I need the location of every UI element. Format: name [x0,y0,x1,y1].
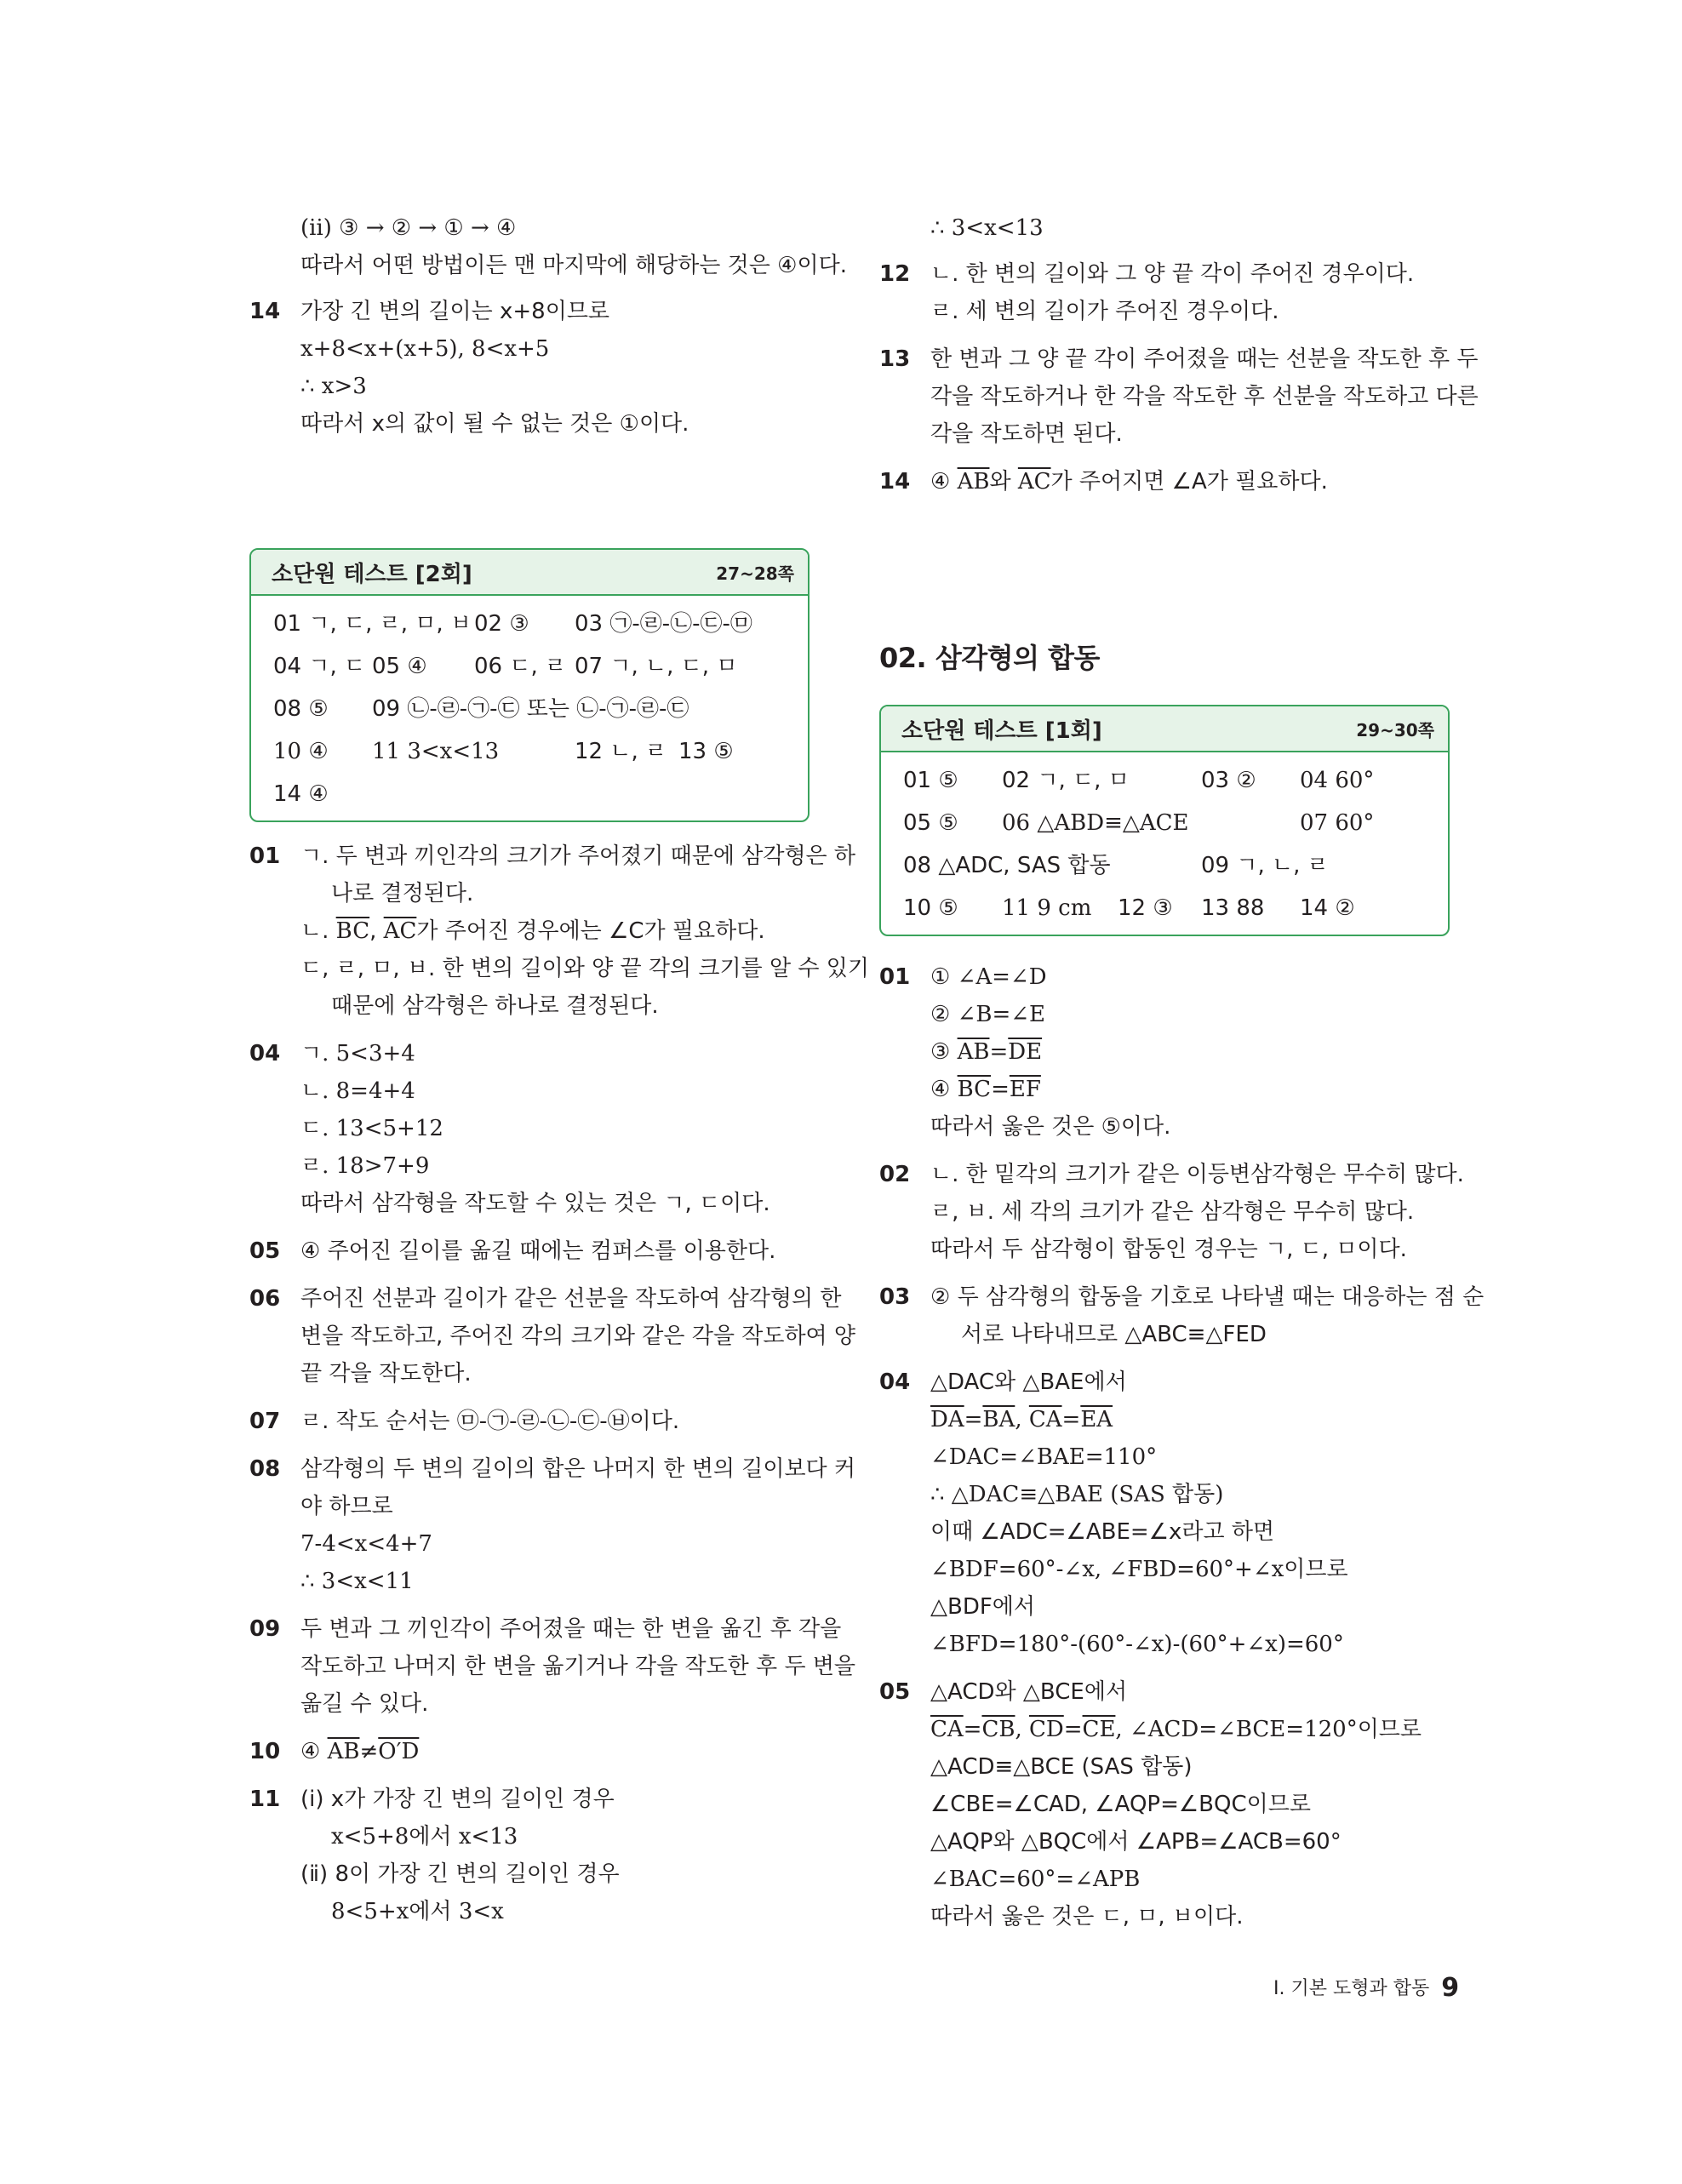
answer-row [903,887,1426,929]
item-number: 13 [879,346,911,372]
text-line: 서로 나타내므로 △ABC≡△FED [961,1322,1267,1347]
text-line: ㄷ, ㄹ, ㅁ, ㅂ. 한 변의 길이와 양 끝 각의 크기를 알 수 있기 [300,956,869,981]
text-line: 따라서 삼각형을 작도할 수 있는 것은 ㄱ, ㄷ이다. [300,1191,770,1216]
text-line: △ACD≡△BCE (SAS 합동) [930,1754,1193,1780]
text-line: 야 하므로 [300,1494,393,1519]
item-number: 14 [879,469,911,495]
item-number: 02 [879,1162,911,1187]
text-line: ㄹ. 작도 순서는 ㉤-㉠-㉣-㉡-㉢-㉥이다. [300,1409,680,1434]
text-line: 따라서 어떤 방법이든 맨 마지막에 해당하는 것은 ④이다. [300,253,847,278]
text-line: ④ $\overline{BC}=\overline{EF}$ [930,1077,1041,1102]
text-line: ㄹ. 18>7+9 [300,1153,430,1179]
text-line: (ⅱ) ③ → ② → ① → ④ [300,215,517,241]
text-line: △DAC와 △BAE에서 [930,1369,1127,1395]
answer-item-06 [249,1280,856,1392]
answer-row [273,773,786,815]
text-line: 따라서 옳은 것은 ⑤이다. [930,1114,1171,1140]
text-line: 각을 작도하면 된다. [930,421,1123,447]
answer-cell: 05 ⑤ [903,810,958,836]
text-line: 이때 ∠ADC=∠ABE=∠x라고 하면 [930,1519,1275,1545]
text-line: ∠DAC=∠BAE=110° [930,1444,1158,1470]
item-number: 05 [879,1679,911,1705]
answer-item-05 [879,1673,1475,1935]
item-number: 04 [879,1369,911,1395]
text-line: ∴ x>3 [300,374,367,399]
answer-row [903,844,1426,887]
answer-cell: 07 ㄱ, ㄴ, ㄷ, ㅁ [575,654,738,679]
answer-cell: 08 ⑤ [273,696,329,722]
answer-cell: 14 ④ [273,781,329,807]
text-line: ∠BFD=180°-(60°-∠x)-(60°+∠x)=60° [930,1632,1344,1657]
answer-cell: 09 ㉡-㉣-㉠-㉢ 또는 ㉡-㉠-㉣-㉢ [372,696,689,722]
answer-item-14 [879,463,1475,500]
text-line: ㄱ. 5<3+4 [300,1041,415,1066]
text-line: 8<5+x에서 3<x [331,1899,504,1924]
text-line: ㄴ. 8=4+4 [300,1078,415,1104]
answer-box-header [881,706,1448,752]
answer-cell: 09 ㄱ, ㄴ, ㄹ [1201,853,1329,878]
text-line: 한 변과 그 양 끝 각이 주어졌을 때는 선분을 작도한 후 두 [930,346,1479,372]
answer-item-04 [249,1035,845,1222]
item-number: 05 [249,1238,281,1264]
answer-item-05 [249,1232,845,1270]
text-line: ④ $\overline{AB}\ne O'D$ [300,1739,420,1764]
answer-cell: 11 3<x<13 [372,739,500,764]
answer-box-body [251,596,808,820]
text-line: 주어진 선분과 길이가 같은 선분을 작도하여 삼각형의 한 [300,1286,842,1312]
item-number: 09 [249,1616,281,1642]
answer-row [273,688,786,730]
text-line: ∴ △DAC≡△BAE (SAS 합동) [930,1482,1224,1507]
answer-item-08 [249,1450,856,1600]
answer-cell: 04 60° [1300,768,1375,793]
text-line: ㄴ. 한 밑각의 크기가 같은 이등변삼각형은 무수히 많다. [930,1162,1464,1187]
left-column [249,209,869,1924]
answer-cell: 04 ㄱ, ㄷ [273,654,366,679]
text-line: 때문에 삼각형은 하나로 결정된다. [331,993,659,1019]
text-line: 나로 결정된다. [331,881,474,906]
answer-cell: 10 ④ [273,739,329,764]
answer-cell: 03 ② [1201,768,1256,793]
text-line: 두 변과 그 끼인각이 주어졌을 때는 한 변을 옮긴 후 각을 [300,1616,842,1642]
text-line: ④ $\overline{AB}$와 $\overline{AC}$가 주어지면 ∠A가 필요하다. [930,469,1328,495]
answer-box-title: 소단원 테스트 [2회] [272,561,472,587]
text-line: 가장 긴 변의 길이는 x+8이므로 [300,299,610,324]
item-number: 10 [249,1739,281,1764]
text-line: △ACD와 △BCE에서 [930,1679,1128,1705]
answer-cell: 01 ㄱ, ㄷ, ㄹ, ㅁ, ㅂ [273,611,472,637]
answer-item-01 [879,958,1475,1146]
text-line: ∴ 3<x<13 [930,215,1044,241]
text-line: ㄹ, ㅂ. 세 각의 크기가 같은 삼각형은 무수히 많다. [930,1199,1415,1225]
item-number: 12 [879,261,911,287]
answer-item-01 [249,838,869,1025]
answer-cell: 05 ④ [372,654,427,679]
answer-box-body [881,752,1448,935]
text-line: ㄷ. 13<5+12 [300,1116,443,1141]
answer-cell: 02 ㄱ, ㄷ, ㅁ [1002,768,1130,793]
answer-cell: 06 △ABD≡△ACE [1002,810,1189,836]
text-line: $\overline{CA}=\overline{CB}$, $\overline{CD}=\overline{CE}$, ∠ACD=∠BCE=120°이므로 [930,1717,1422,1742]
answer-item-14 [249,293,845,443]
answer-cell: 01 ⑤ [903,768,958,793]
text-line: 따라서 x의 값이 될 수 없는 것은 ①이다. [300,411,689,437]
answer-item-07 [249,1403,845,1440]
text-line: △AQP와 △BQC에서 ∠APB=∠ACB=60° [930,1829,1342,1855]
answer-cell: 07 60° [1300,810,1375,836]
item-number: 14 [249,299,281,324]
item-number: 06 [249,1286,281,1312]
answer-row [273,603,786,645]
answer-item-02 [879,1156,1475,1268]
answer-cell: 13 88 [1201,895,1265,921]
answer-box-pages: 27~28쪽 [716,563,794,584]
text-line: ㄴ. $\overline{BC}$, $\overline{AC}$가 주어진 경우에는 ∠C가 필요하다. [300,918,765,944]
answer-box-2nd [249,548,810,822]
text-line: (ⅱ) 8이 가장 긴 변의 길이인 경우 [300,1861,620,1887]
item-number: 11 [249,1787,281,1812]
answer-cell: 03 ㉠-㉣-㉡-㉢-㉤ [575,611,752,637]
text-line: ② 두 삼각형의 합동을 기호로 나타낼 때는 대응하는 점 순 [930,1284,1485,1310]
answer-cell: 12 ③ [1118,895,1173,921]
item-number: 03 [879,1284,911,1310]
item-number: 04 [249,1041,281,1066]
answer-item-13 [879,340,1479,453]
answer-cell: 13 ⑤ [678,739,734,764]
text-line: $\overline{DA}=\overline{BA}$, $\overline{CA}=\overline{EA}$ [930,1407,1113,1432]
section-title: 02. 삼각형의 합동 [879,642,1100,674]
text-line: ④ 주어진 길이를 옮길 때에는 컴퍼스를 이용한다. [300,1238,776,1264]
answer-row [273,730,786,773]
answer-item-10 [249,1733,845,1770]
text-line: ∠BAC=60°=∠APB [930,1867,1141,1892]
answer-cell: 06 ㄷ, ㄹ [474,654,567,679]
text-line: (ⅰ) x가 가장 긴 변의 길이인 경우 [300,1787,615,1812]
item-number: 01 [249,843,281,869]
item-number: 07 [249,1409,281,1434]
answer-cell: 12 ㄴ, ㄹ [575,739,667,764]
page-number: 9 [1441,1973,1460,2003]
answer-cell: 02 ③ [474,611,529,637]
page-footer [1273,1971,1459,2006]
text-line: ㄹ. 세 변의 길이가 주어진 경우이다. [930,299,1279,324]
text-line: ㄴ. 한 변의 길이와 그 양 끝 각이 주어진 경우이다. [930,261,1415,287]
text-line: ∠CBE=∠CAD, ∠AQP=∠BQC이므로 [930,1792,1311,1817]
text-line: x<5+8에서 x<13 [331,1824,518,1850]
text-line: 따라서 옳은 것은 ㄷ, ㅁ, ㅂ이다. [930,1904,1244,1930]
text-line: ② ∠B=∠E [930,1002,1046,1027]
text-line: 작도하고 나머지 한 변을 옮기거나 각을 작도한 후 두 변을 [300,1654,856,1679]
text-line: 변을 작도하고, 주어진 각의 크기와 같은 각을 작도하여 양 [300,1324,856,1349]
text-line: 따라서 두 삼각형이 합동인 경우는 ㄱ, ㄷ, ㅁ이다. [930,1237,1407,1262]
answer-item-03 [879,1278,1485,1353]
left-top-continuation [249,209,845,284]
right-column [879,209,1485,1930]
item-number: 01 [879,964,911,990]
right-top-continuation [879,209,1475,247]
text-line: 옮길 수 있다. [300,1691,429,1717]
answer-row [903,802,1426,844]
chapter-label: Ⅰ. 기본 도형과 합동 [1273,1978,1430,1999]
answer-item-12 [879,255,1475,330]
answer-item-09 [249,1610,856,1723]
text-line: △BDF에서 [930,1594,1036,1620]
answer-row [273,645,786,688]
text-line: ③ $\overline{AB}=\overline{DE}$ [930,1039,1043,1065]
text-line: x+8<x+(x+5), 8<x+5 [300,336,550,362]
answer-row [903,759,1426,802]
answer-item-11 [249,1781,845,1930]
text-line: 7-4<x<4+7 [300,1531,432,1557]
answer-box-header [251,550,808,596]
text-line: 각을 작도하거나 한 각을 작도한 후 선분을 작도하고 다른 [930,384,1479,409]
answer-box-1st [879,705,1450,936]
answer-cell: 14 ② [1300,895,1355,921]
answer-cell: 11 9 cm [1002,895,1092,921]
text-line: ∴ 3<x<11 [300,1569,414,1594]
answer-item-04 [879,1364,1475,1663]
answer-box-pages: 29~30쪽 [1356,719,1434,740]
text-line: ∠BDF=60°-∠x, ∠FBD=60°+∠x이므로 [930,1557,1348,1582]
answer-cell: 08 △ADC, SAS 합동 [903,853,1111,878]
text-line: ㄱ. 두 변과 끼인각의 크기가 주어졌기 때문에 삼각형은 하 [300,843,856,869]
text-line: 삼각형의 두 변의 길이의 합은 나머지 한 변의 길이보다 커 [300,1456,856,1482]
text-line: ① ∠A=∠D [930,964,1047,990]
right-explanations [879,958,1485,1946]
left-explanations [249,838,869,1941]
answer-box-title: 소단원 테스트 [1회] [901,718,1102,744]
item-number: 08 [249,1456,281,1482]
answer-cell: 10 ⑤ [903,895,958,921]
text-line: 끝 각을 작도한다. [300,1361,472,1386]
